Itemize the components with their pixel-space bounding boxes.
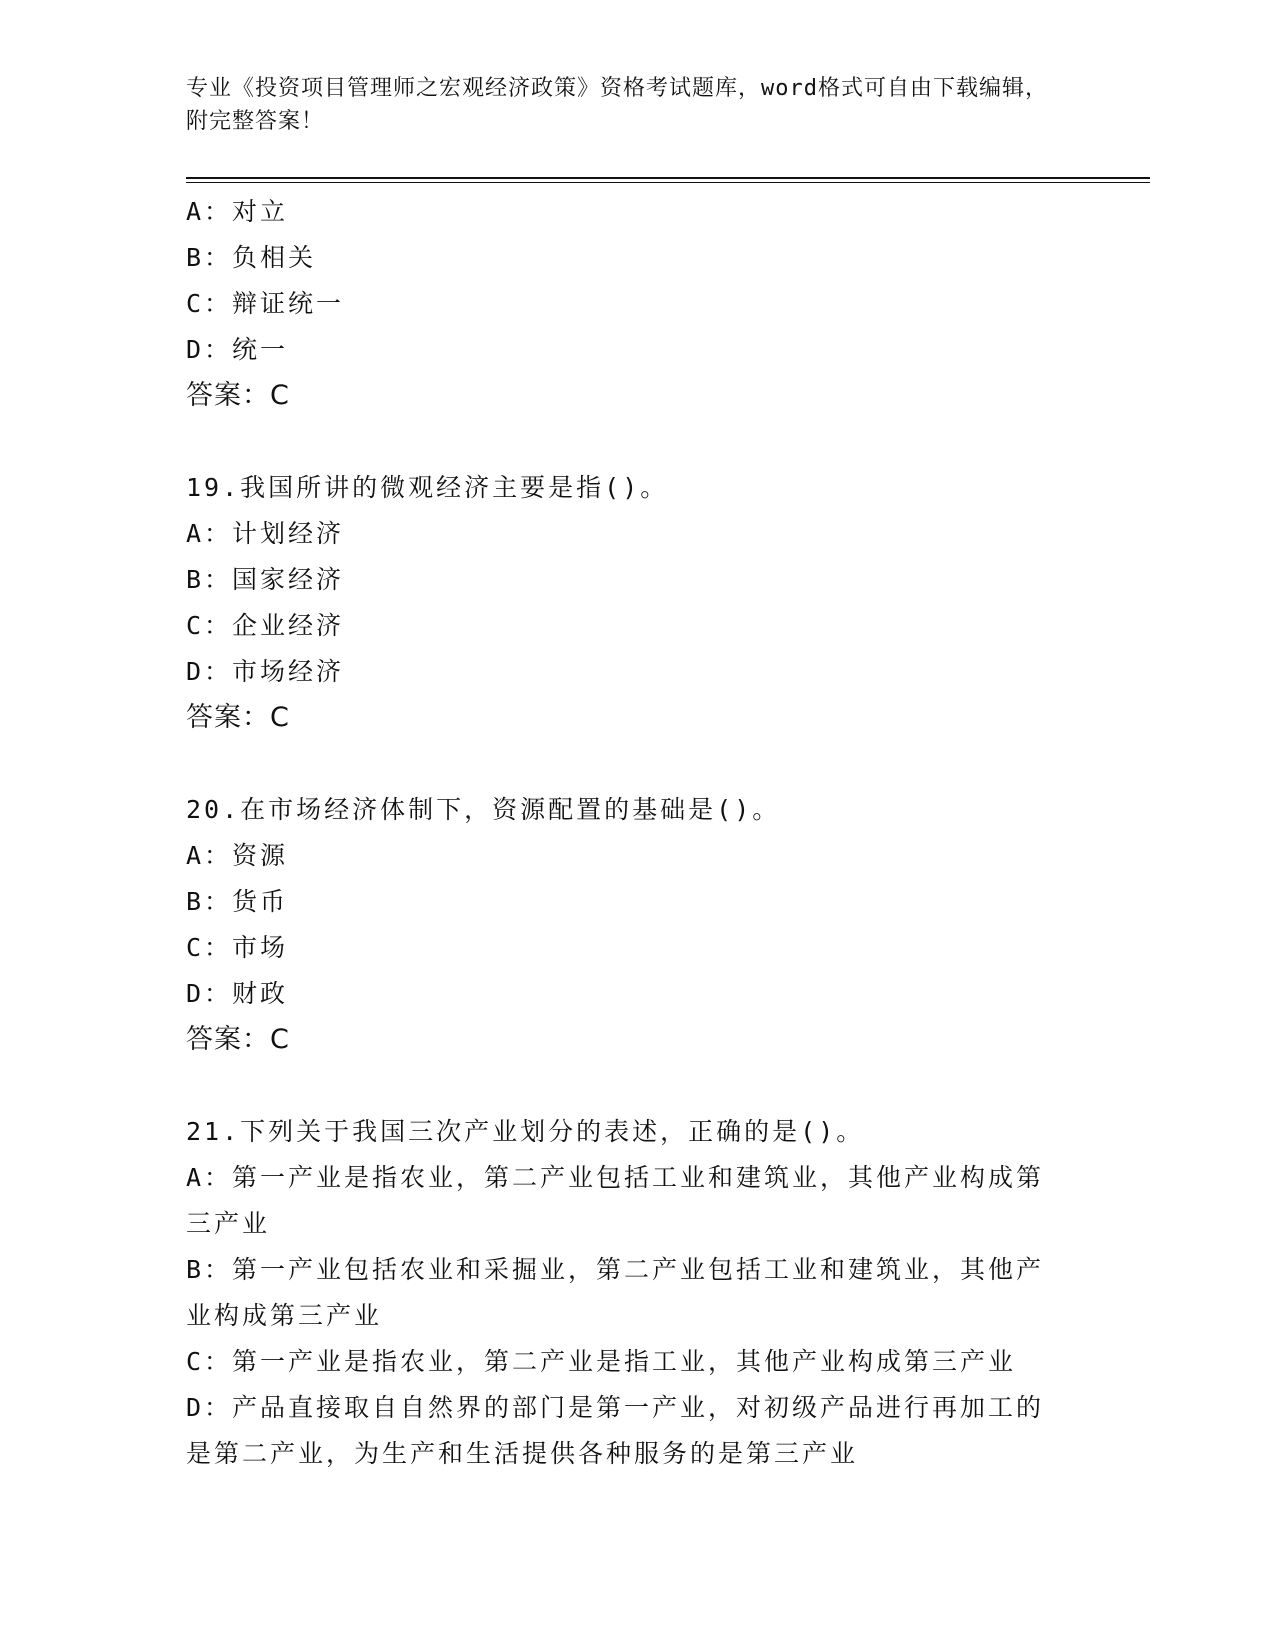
option-a: A：对立 bbox=[186, 197, 289, 226]
question-text: 20.在市场经济体制下，资源配置的基础是()。 bbox=[186, 795, 781, 824]
option-a: A：计划经济 bbox=[186, 519, 345, 548]
question-block-21 bbox=[186, 1109, 1066, 1477]
option-b: B：负相关 bbox=[186, 243, 317, 272]
question-block-20 bbox=[186, 787, 1066, 1063]
header-divider-thick bbox=[186, 177, 1150, 179]
option-c: C：市场 bbox=[186, 933, 289, 962]
header-divider-thin bbox=[186, 182, 1150, 183]
answer-text: 答案：C bbox=[186, 380, 290, 411]
option-d: D：财政 bbox=[186, 979, 289, 1008]
option-d: D：产品直接取自自然界的部门是第一产业，对初级产品进行再加工的是第二产业，为生产和生活提供各种服务的是第三产业 bbox=[186, 1393, 1045, 1468]
question-text: 21.下列关于我国三次产业划分的表述，正确的是()。 bbox=[186, 1117, 865, 1146]
answer-text: 答案：C bbox=[186, 702, 290, 733]
option-d: D：统一 bbox=[186, 335, 289, 364]
option-d: D：市场经济 bbox=[186, 657, 345, 686]
option-c: C：辩证统一 bbox=[186, 289, 345, 318]
question-block-18 bbox=[186, 189, 1066, 419]
document-header: 专业《投资项目管理师之宏观经济政策》资格考试题库，word格式可自由下载编辑，附完整答案！ bbox=[186, 76, 1048, 134]
option-b: B：第一产业包括农业和采掘业，第二产业包括工业和建筑业，其他产业构成第三产业 bbox=[186, 1255, 1045, 1330]
question-block-19 bbox=[186, 465, 1066, 741]
question-text: 19.我国所讲的微观经济主要是指()。 bbox=[186, 473, 669, 502]
question-list bbox=[186, 189, 1066, 1477]
option-a: A：第一产业是指农业，第二产业包括工业和建筑业，其他产业构成第三产业 bbox=[186, 1163, 1045, 1238]
option-a: A：资源 bbox=[186, 841, 289, 870]
option-c: C：企业经济 bbox=[186, 611, 345, 640]
option-b: B：国家经济 bbox=[186, 565, 345, 594]
option-c: C：第一产业是指农业，第二产业是指工业，其他产业构成第三产业 bbox=[186, 1347, 1017, 1376]
option-b: B：货币 bbox=[186, 887, 289, 916]
answer-text: 答案：C bbox=[186, 1024, 290, 1055]
